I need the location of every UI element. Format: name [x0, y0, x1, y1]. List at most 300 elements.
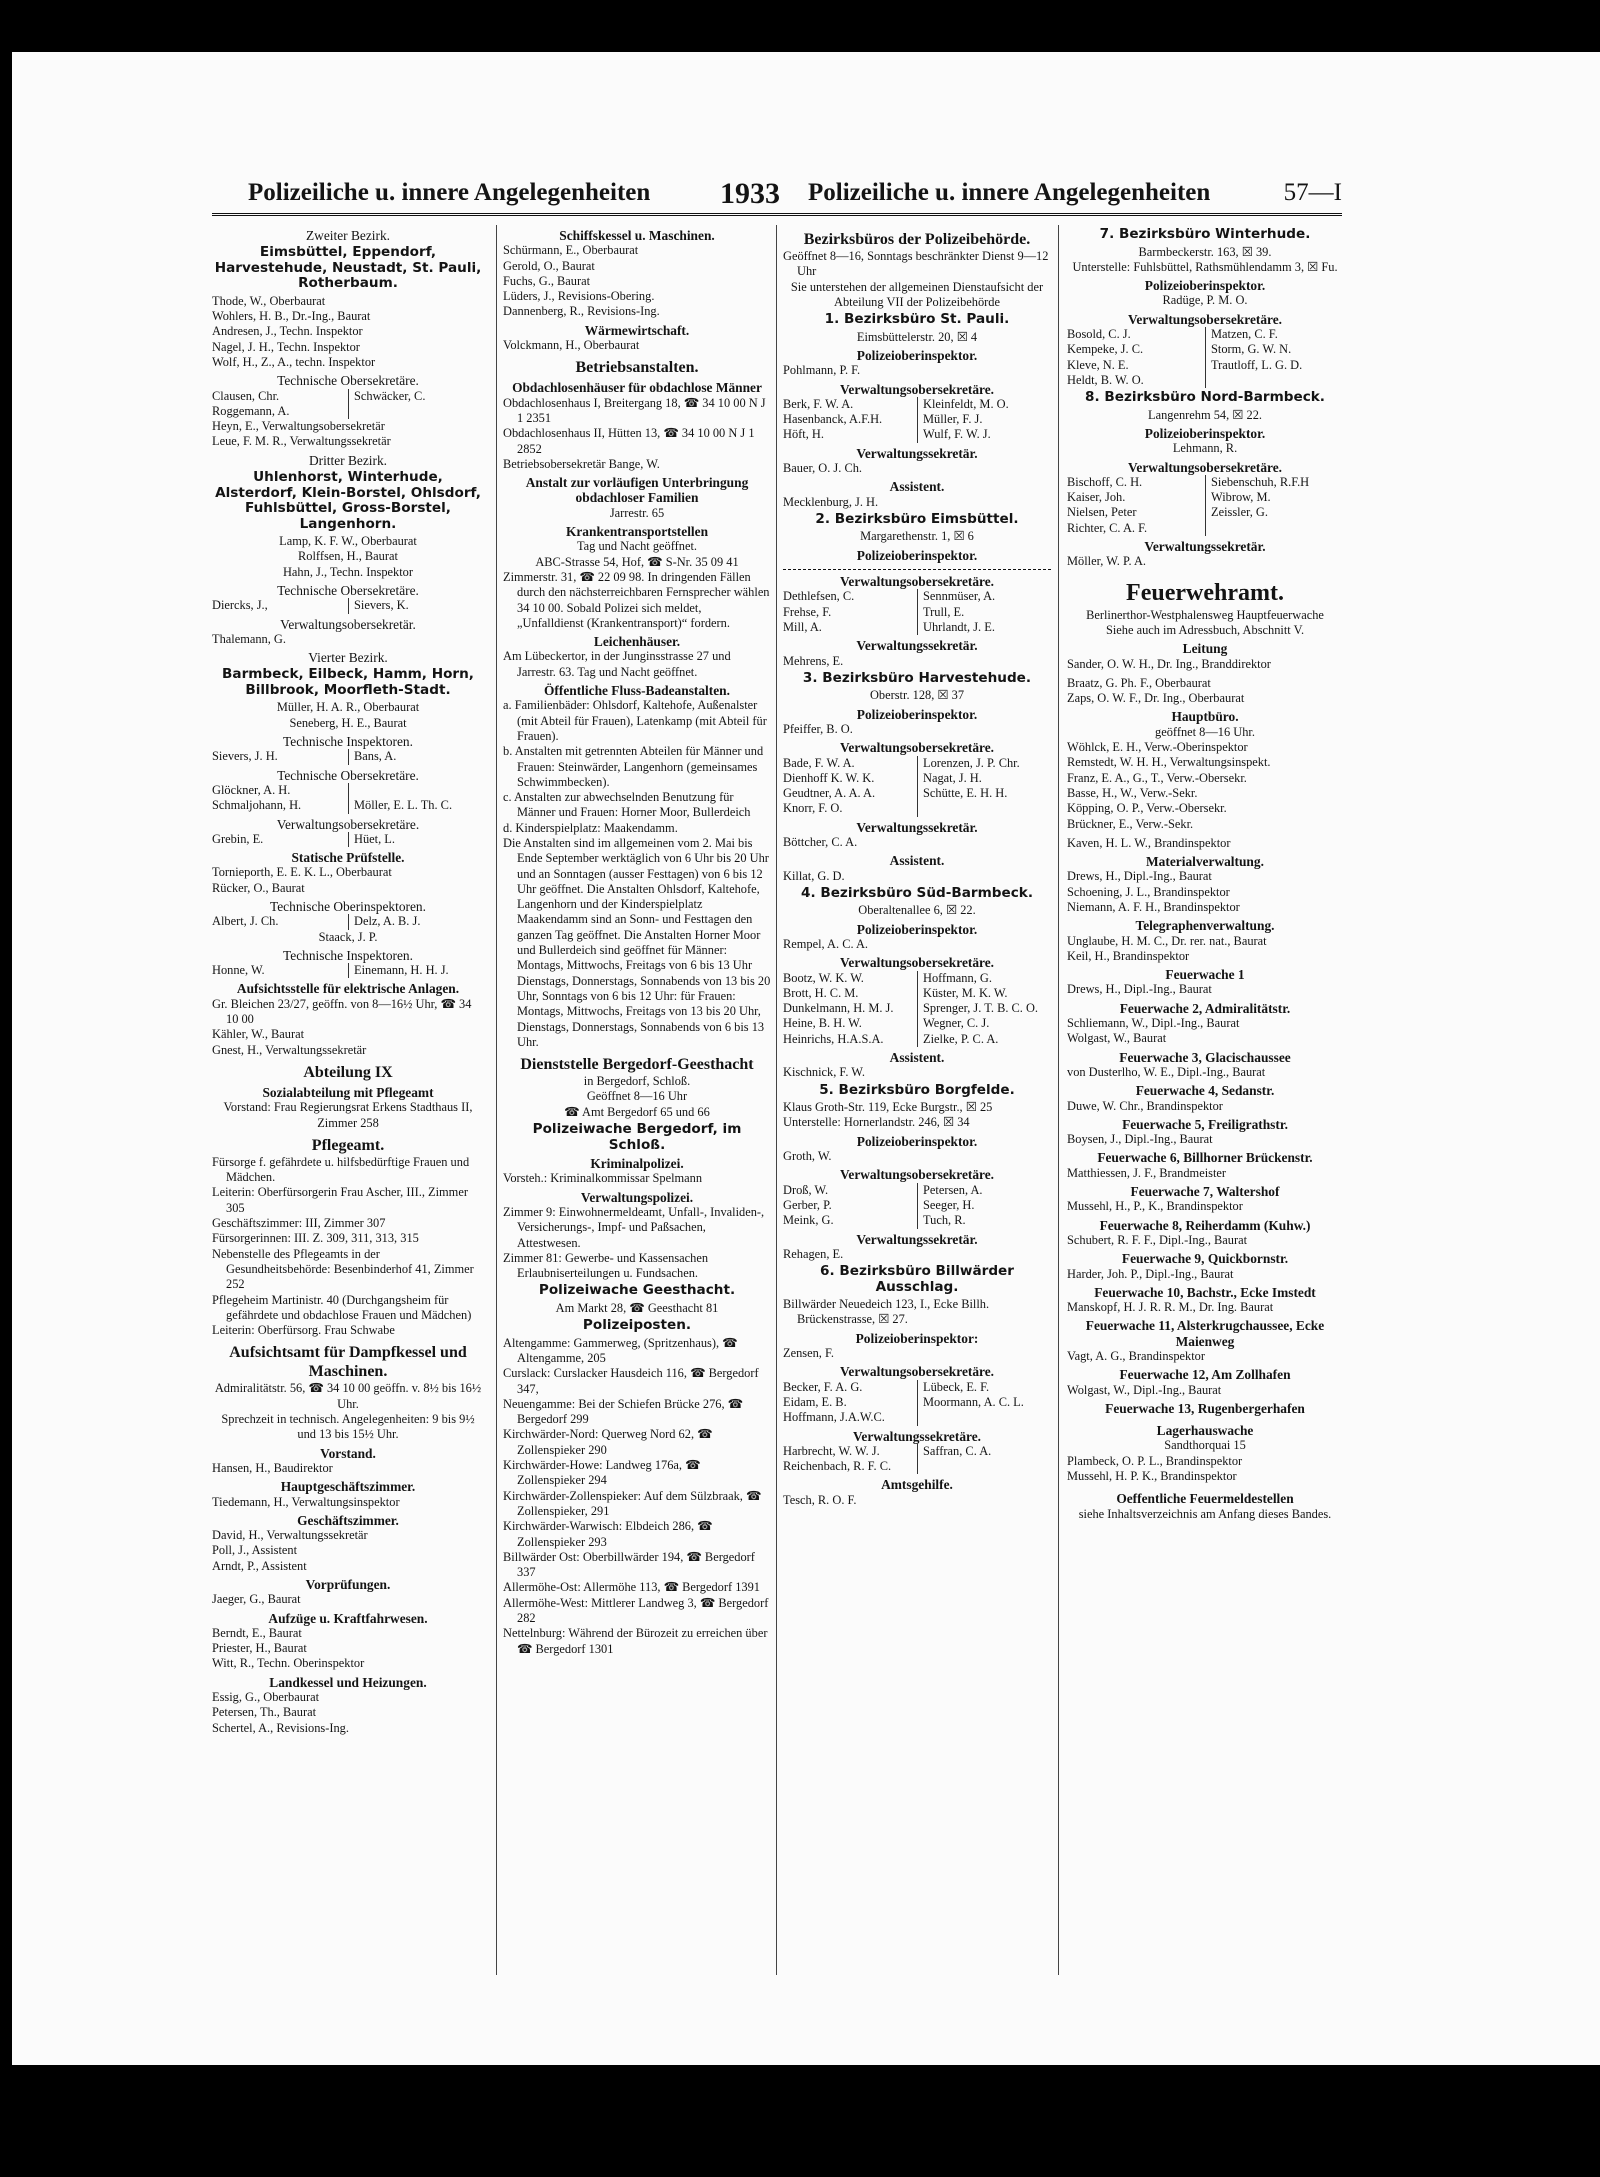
entry-right	[1205, 373, 1343, 388]
entry: a. Familienbäder: Ohlsdorf, Kaltehofe, Außenalster (mit Abteil für Frauen), Latenkamp (mit Abteil für Frauen).	[503, 698, 767, 743]
name-pair	[783, 589, 1051, 604]
entry: Thalemann, G.	[212, 631, 286, 646]
section-heading: Polizeioberinspektor.	[856, 706, 978, 722]
section-heading: Statische Prüfstelle.	[291, 850, 405, 866]
entry: Billwärder Neuedeich 123, I., Ecke Billh. Brückenstrasse, ☒ 27.	[783, 1297, 990, 1327]
entry: Allermöhe-Ost: Allermöhe 113, ☎ Bergedorf 1391	[503, 1580, 761, 1595]
entry-right: Zeissler, G.	[1205, 505, 1343, 520]
page-number: 57—I	[1283, 179, 1342, 206]
name-pair	[783, 412, 1051, 427]
name-pair	[783, 1444, 1051, 1459]
entry: Betriebsobersekretär Bange, W.	[503, 456, 660, 471]
entry-right: Schwäcker, C.	[348, 389, 484, 404]
entry-right: Moormann, A. C. L.	[917, 1395, 1051, 1410]
entry: Schliemann, W., Dipl.-Ing., Baurat	[1067, 1016, 1240, 1031]
centered-entry: Unterstelle: Fuhlsbüttel, Rathsmühlendamm 3, ☒ Fu.	[1072, 259, 1338, 274]
entry-left: Mill, A.	[783, 619, 822, 634]
entry: Hansen, H., Baudirektor	[212, 1460, 333, 1475]
entry: Berndt, E., Baurat	[212, 1625, 302, 1640]
entry-right: Küster, M. K. W.	[917, 986, 1051, 1001]
entry: b. Anstalten mit getrennten Abteilen für Männer und Frauen: Steinwärder, Langenhorn (gemeinsames Schwimmbecken).	[503, 744, 764, 789]
district-heading: Polizeiposten.	[582, 1317, 692, 1334]
section-heading: Assistent.	[889, 1050, 945, 1066]
entry-left: Heine, B. H. W.	[783, 1016, 862, 1031]
section-heading: Öffentliche Fluss-Badeanstalten.	[544, 683, 730, 699]
section-title: Bezirksbüros der Polizeibehörde.	[803, 231, 1031, 248]
entry-right: Siebenschuh, R.F.H	[1205, 475, 1343, 490]
entry-right: Petersen, A.	[917, 1183, 1051, 1198]
name-pair	[783, 427, 1051, 442]
centered-entry: Hahn, J., Techn. Inspektor	[282, 564, 413, 579]
section-heading: Krankentransportstellen	[565, 524, 709, 540]
entry: Jaeger, G., Baurat	[212, 1592, 301, 1607]
section-heading: Technische Obersekretäre.	[277, 373, 419, 389]
entry: Duwe, W. Chr., Brandinspektor	[1067, 1098, 1223, 1113]
name-pair	[212, 783, 484, 798]
section-heading: Feuerwache 2, Admiralitätstr.	[1119, 1000, 1291, 1016]
centered-entry: Sandthorquai 15	[1164, 1438, 1246, 1453]
entry: Tiedemann, H., Verwaltungsinspektor	[212, 1494, 400, 1509]
section-heading: Verwaltungssekretär.	[856, 445, 978, 461]
district-heading: 5. Bezirksbüro Borgfelde.	[819, 1081, 1015, 1098]
entry-left: Dethlefsen, C.	[783, 589, 855, 604]
name-pair	[1067, 373, 1343, 388]
scan-border-top	[0, 0, 1600, 52]
entry: Obdachlosenhaus I, Breitergang 18, ☎ 34 10 00 N J 1 2351	[503, 395, 766, 425]
entry-left: Bade, F. W. A.	[783, 755, 855, 770]
entry: Tesch, R. O. F.	[783, 1492, 857, 1507]
name-pair	[212, 598, 484, 613]
entry: Nebenstelle des Pflegeamts in der Gesundheitsbehörde: Besenbinderhof 41, Zimmer 252	[212, 1246, 474, 1292]
column-1	[212, 225, 484, 1975]
section-heading: Schiffskessel u. Maschinen.	[559, 228, 715, 243]
district-heading: 8. Bezirksbüro Nord-Barmbeck.	[1085, 389, 1325, 406]
name-pair	[783, 756, 1051, 771]
entry-right: Storm, G. W. N.	[1205, 342, 1343, 357]
entry-right: Schütte, E. H. H.	[917, 786, 1051, 801]
entry-right	[1205, 521, 1343, 536]
entry: Bauer, O. J. Ch.	[783, 461, 863, 476]
section-heading: Assistent.	[889, 853, 945, 869]
entry-right: Sennmüser, A.	[917, 589, 1051, 604]
entry-right: Bans, A.	[348, 749, 484, 764]
entry-left: Heinrichs, H.A.S.A.	[783, 1031, 884, 1046]
entry: Mehrens, E.	[783, 653, 844, 668]
section-heading: Verwaltungsobersekretäre.	[839, 381, 995, 397]
centered-entry: geöffnet 8—16 Uhr.	[1155, 724, 1255, 739]
entry: Billwärder Ost: Oberbillwärder 194, ☎ Bergedorf 337	[503, 1549, 755, 1580]
section-heading: Aufzüge u. Kraftfahrwesen.	[268, 1610, 428, 1626]
section-heading: Vorstand.	[320, 1445, 376, 1461]
name-pair	[783, 771, 1051, 786]
entry: Unglaube, H. M. C., Dr. rer. nat., Baurat	[1067, 933, 1267, 948]
entry-left: Eidam, E. B.	[783, 1394, 847, 1409]
name-pair	[1067, 505, 1343, 520]
section-heading: Verwaltungsobersekretäre.	[839, 1167, 995, 1183]
entry-left: Dienhoff K. W. K.	[783, 770, 875, 785]
entry: Pfeiffer, B. O.	[783, 721, 853, 736]
centered-entry: Langenrehm 54, ☒ 22.	[1148, 407, 1262, 422]
entry-left: Clausen, Chr.	[212, 388, 280, 403]
centered-entry: Vorstand: Frau Regierungsrat Erkens Stadthaus II, Zimmer 258	[223, 1100, 473, 1130]
entry: Schürmann, E., Oberbaurat	[503, 243, 639, 258]
entry: d. Kinderspielplatz: Maakendamm.	[503, 820, 678, 835]
entry-left: Droß, W.	[783, 1182, 829, 1197]
name-pair	[783, 1016, 1051, 1031]
section-heading: Feuerwache 6, Billhorner Brückenstr.	[1097, 1150, 1313, 1166]
entry-right: Seeger, H.	[917, 1198, 1051, 1213]
entry: Köpping, O. P., Verw.-Obersekr.	[1067, 801, 1227, 816]
entry: Leiterin: Oberfürsorgerin Frau Ascher, III., Zimmer 305	[212, 1185, 468, 1215]
entry: Pflegeheim Martinistr. 40 (Durchgangsheim für gefährdete und obdachlose Frauen und Mädchen)	[212, 1292, 472, 1322]
section-heading: Geschäftszimmer.	[297, 1512, 399, 1528]
entry-right	[348, 783, 484, 798]
section-heading: Feuerwache 5, Freiligrathstr.	[1122, 1116, 1288, 1132]
entry: Zensen, F.	[783, 1346, 834, 1361]
district-heading: 6. Bezirksbüro Billwärder Ausschlag.	[820, 1263, 1014, 1295]
section-heading: Zweiter Bezirk.	[305, 228, 391, 243]
scan-border-left	[0, 0, 12, 2177]
entry: Arndt, P., Assistent	[212, 1558, 307, 1573]
entry: Groth, W.	[783, 1149, 832, 1164]
entry: c. Anstalten zur abwechselnden Benutzung für Männer und Frauen: Horner Moor, Bullerdeich	[503, 790, 751, 820]
spacer	[1067, 1484, 1343, 1488]
section-heading: Verwaltungssekretär.	[856, 1231, 978, 1247]
section-heading: Vorprüfungen.	[305, 1576, 391, 1592]
entry-left: Honne, W.	[212, 963, 265, 978]
entry: Neuengamme: Bei der Schiefen Brücke 276, ☎ Bergedorf 299	[503, 1396, 744, 1427]
office-title: Feuerwehramt.	[1126, 579, 1284, 606]
entry-right: Delz, A. B. J.	[348, 914, 484, 929]
entry-left: Frehse, F.	[783, 604, 832, 619]
entry-right: Einemann, H. H. J.	[348, 963, 484, 978]
centered-entry: Barmbeckerstr. 163, ☒ 39.	[1138, 244, 1272, 259]
entry: Rehagen, E.	[783, 1246, 844, 1261]
entry: Rücker, O., Baurat	[212, 880, 305, 895]
entry-right: Saffran, C. A.	[917, 1444, 1051, 1459]
section-heading: Polizeioberinspektor.	[1144, 425, 1266, 441]
name-pair	[783, 786, 1051, 801]
centered-entry: Sprechzeit in technisch. Angelegenheiten: 9 bis 9½ und 13 bis 15½ Uhr.	[221, 1412, 475, 1442]
section-heading: Technische Oberinspektoren.	[270, 899, 426, 914]
year: 1933	[720, 177, 780, 210]
name-pair	[783, 986, 1051, 1001]
section-heading: Verwaltungsobersekretäre.	[839, 574, 995, 590]
entry: David, H., Verwaltungssekretär	[212, 1528, 368, 1543]
section-heading: Anstalt zur vorläufigen Unterbringung obdachloser Familien	[525, 475, 749, 506]
section-heading: Feuerwache 11, Alsterkrugchaussee, Ecke Maienweg	[1085, 1318, 1325, 1349]
entry: Nettelnburg: Während der Bürozeit zu erreichen über ☎ Bergedorf 1301	[503, 1626, 768, 1656]
section-heading: Verwaltungssekretär.	[1144, 539, 1266, 555]
entry-right: Müller, F. J.	[917, 412, 1051, 427]
name-pair	[783, 1410, 1051, 1425]
entry: Sander, O. W. H., Dr. Ing., Branddirektor	[1067, 656, 1271, 671]
entry-left: Sievers, J. H.	[212, 749, 278, 764]
entry-left: Diercks, J.,	[212, 598, 268, 613]
entry-left: Bootz, W. K. W.	[783, 970, 864, 985]
centered-entry: ABC-Strasse 54, Hof, ☎ S-Nr. 35 09 41	[535, 554, 739, 569]
name-pair	[212, 798, 484, 813]
entry: Basse, H., W., Verw.-Sekr.	[1067, 785, 1198, 800]
entry: Harder, Joh. P., Dipl.-Ing., Baurat	[1067, 1266, 1234, 1281]
section-heading: Verwaltungspolizei.	[580, 1189, 694, 1205]
column-2	[496, 225, 771, 1975]
entry: Plambeck, O. P. L., Brandinspektor	[1067, 1453, 1243, 1468]
entry: Am Lübeckertor, in der Junginsstrasse 27 und Jarrestr. 63. Tag und Nacht geöffnet.	[503, 649, 731, 679]
entry-right: Wegner, C. J.	[917, 1016, 1051, 1031]
entry: Drews, H., Dipl.-Ing., Baurat	[1067, 982, 1212, 997]
section-title: Dienststelle Bergedorf-Geesthacht	[520, 1056, 754, 1074]
centered-entry: siehe Inhaltsverzeichnis am Anfang dieses Bandes.	[1078, 1506, 1332, 1521]
entry: Kähler, W., Baurat	[212, 1027, 305, 1042]
section-heading: Feuerwache 12, Am Zollhafen	[1119, 1367, 1291, 1383]
entry: Dannenberg, R., Revisions-Ing.	[503, 304, 660, 319]
entry: Unterstelle: Hornerlandstr. 246, ☒ 34	[783, 1115, 970, 1130]
entry: Gnest, H., Verwaltungssekretär	[212, 1042, 367, 1057]
section-heading: Verwaltungsobersekretäre.	[839, 740, 995, 756]
entry-left: Bosold, C. J.	[1067, 326, 1131, 341]
entry-right: Wibrow, M.	[1205, 490, 1343, 505]
entry-right: Nagat, J. H.	[917, 771, 1051, 786]
entry: Obdachlosenhaus II, Hütten 13, ☎ 34 10 00 N J 1 2852	[503, 426, 755, 456]
entry-right: Hüet, L.	[348, 832, 484, 847]
centered-entry: Oberaltenallee 6, ☒ 22.	[858, 903, 976, 918]
entry: Möller, W. P. A.	[1067, 554, 1147, 569]
entry: Mussehl, H. P. K., Brandinspektor	[1067, 1469, 1237, 1484]
page-content	[212, 177, 1342, 1977]
entry-left: Bischoff, C. H.	[1067, 474, 1143, 489]
section-heading: Verwaltungsobersekretär.	[280, 616, 416, 632]
section-heading: Materialverwaltung.	[1146, 854, 1264, 870]
section-title: Pflegeamt.	[311, 1136, 385, 1154]
entry: Tornieporth, E. E. K. L., Oberbaurat	[212, 865, 392, 880]
entry-left: Nielsen, Peter	[1067, 505, 1137, 520]
column-4	[1058, 225, 1343, 1975]
entry: Wohlers, H. B., Dr.-Ing., Baurat	[212, 309, 371, 324]
section-heading: Technische Inspektoren.	[283, 734, 413, 750]
entry-left: Geudtner, A. A. A.	[783, 786, 876, 801]
centered-entry: Lehmann, R.	[1172, 441, 1238, 456]
name-pair	[783, 1198, 1051, 1213]
entry: Brückner, E., Verw.-Sekr.	[1067, 816, 1194, 831]
district-heading: Eimsbüttel, Eppendorf, Harvestehude, Neustadt, St. Pauli, Rotherbaum.	[214, 244, 482, 292]
entry-right: Sprenger, J. T. B. C. O.	[917, 1001, 1051, 1016]
entry: Kirchwärder-Warwisch: Elbdeich 286, ☎ Zollenspieker 293	[503, 1519, 713, 1549]
centered-entry: Lamp, K. F. W., Oberbaurat	[279, 534, 417, 549]
entry: von Dusterlho, W. E., Dipl.-Ing., Baurat	[1067, 1064, 1266, 1079]
entry-right: Sievers, K.	[348, 598, 484, 613]
entry-right: Lorenzen, J. P. Chr.	[917, 756, 1051, 771]
district-heading: 3. Bezirksbüro Harvestehude.	[802, 669, 1032, 686]
entry: Vagt, A. G., Brandinspektor	[1067, 1349, 1206, 1363]
entry-left: Hasenbanck, A.F.H.	[783, 412, 883, 427]
name-pair	[783, 801, 1051, 816]
entry-right	[917, 801, 1051, 816]
section-heading: Assistent.	[889, 479, 945, 495]
district-heading: 1. Bezirksbüro St. Pauli.	[824, 311, 1010, 328]
entry: Wolgast, W., Baurat	[1067, 1031, 1167, 1046]
entry-right: Matzen, C. F.	[1205, 327, 1343, 342]
centered-entry: Müller, H. A. R., Oberbaurat	[276, 700, 420, 715]
name-pair	[212, 963, 484, 978]
name-pair	[212, 749, 484, 764]
entry: Essig, G., Oberbaurat	[212, 1690, 320, 1705]
entry: Zimmer 9: Einwohnermeldeamt, Unfall-, Invaliden-, Versicherungs-, Impf- und Paßsachen, Attestwesen.	[503, 1204, 765, 1250]
entry: Schubert, R. F. F., Dipl.-Ing., Baurat	[1067, 1232, 1248, 1247]
entry: Petersen, Th., Baurat	[212, 1705, 317, 1720]
centered-entry: Geöffnet 8—16 Uhr	[586, 1089, 688, 1104]
centered-entry: Eimsbüttelerstr. 20, ☒ 4	[856, 329, 978, 344]
entry: Witt, R., Techn. Oberinspektor	[212, 1656, 365, 1671]
centered-entry: in Bergedorf, Schloß.	[583, 1074, 691, 1089]
section-title: Abteilung IX	[303, 1063, 393, 1081]
entry-left: Berk, F. W. A.	[783, 396, 854, 411]
name-pair	[212, 404, 484, 419]
entry: Rempel, A. C. A.	[783, 936, 869, 951]
entry: Manskopf, H. J. R. R. M., Dr. Ing. Baurat	[1067, 1300, 1274, 1315]
name-pair	[783, 1380, 1051, 1395]
entry: Wöhlck, E. H., Verw.-Oberinspektor	[1067, 740, 1248, 755]
section-heading: Polizeioberinspektor.	[1144, 278, 1266, 294]
section-heading: Sozialabteilung mit Pflegeamt	[262, 1084, 434, 1100]
section-heading: Wärmewirtschaft.	[584, 322, 690, 338]
section-title: Aufsichtsamt für Dampfkessel und Maschinen.	[229, 1344, 467, 1381]
running-title-left: Polizeiliche u. innere Angelegenheiten	[248, 179, 651, 206]
name-pair	[1067, 475, 1343, 490]
centered-entry: Am Markt 28, ☎ Geesthacht 81	[555, 1300, 719, 1315]
entry-left: Harbrecht, W. W. J.	[783, 1443, 880, 1458]
entry: Die Anstalten sind im allgemeinen vom 2. Mai bis Ende September werktäglich von 6 Uhr bis 20 Uhr und an Sonntagen (ausser Festtagen) von 6 bis 12 Uhr geöffnet. Die Anstalten Ohlsdorf, Kaltehofe, Langenhorn und der Kinderspielplatz Maakendamm sind an Sonn- und Festtagen den ganzen Tag geöffnet. Die Anstalten Horner Moor und Bullerdeich sind geöffnet für Männer: Montags, Mittwochs, Freitags von 6 bis 13 Uhr Dienstags, Donnerstags, Sonnabends von 13 bis 20 Uhr, Sonntags von 6 bis 12 Uhr: für Frauen: Montags, Mittwochs, Freitags von 13 bis 20 Uhr, Dienstags, Donnerstags, Sonnabends von 6 bis 13 Uhr.	[503, 835, 771, 1049]
entry: Volckmann, H., Oberbaurat	[503, 338, 640, 353]
entry: Kirchwärder-Zollenspieker: Auf dem Sülzbraak, ☎ Zollenspieker, 291	[503, 1488, 762, 1518]
spacer	[1067, 1416, 1343, 1420]
entry-left: Roggemann, A.	[212, 403, 290, 418]
entry: Priester, H., Baurat	[212, 1641, 307, 1656]
entry: Fuchs, G., Baurat	[503, 273, 591, 288]
entry-left: Kempeke, J. C.	[1067, 342, 1144, 357]
section-heading: Technische Obersekretäre.	[277, 582, 419, 598]
entry-right: Zielke, P. C. A.	[917, 1032, 1051, 1047]
entry: Andresen, J., Techn. Inspektor	[212, 324, 363, 339]
section-title: Betriebsanstalten.	[575, 359, 699, 377]
entry: Geschäftszimmer: III, Zimmer 307	[212, 1216, 386, 1231]
entry: Mecklenburg, J. H.	[783, 494, 879, 509]
entry-right: Trull, E.	[917, 605, 1051, 620]
centered-entry: Staack, J. P.	[318, 929, 378, 944]
centered-entry: Radüge, P. M. O.	[1162, 293, 1248, 308]
entry: Franz, E. A., G., T., Verw.-Obersekr.	[1067, 770, 1247, 785]
entry-left: Höft, H.	[783, 427, 824, 442]
entry: Vorsteh.: Kriminalkommissar Spelmann	[503, 1171, 703, 1186]
entry: Gerold, O., Baurat	[503, 258, 595, 273]
centered-entry: Admiralitätstr. 56, ☎ 34 10 00 geöffn. v. 8½ bis 16½ Uhr.	[214, 1381, 482, 1411]
centered-entry: Jarrestr. 65	[609, 505, 665, 520]
entry: Gr. Bleichen 23/27, geöffn. von 8—16½ Uhr, ☎ 34 10 00	[212, 996, 472, 1027]
column-3	[776, 225, 1051, 1975]
page-header	[212, 177, 1342, 216]
entry-left: Dunkelmann, H. M. J.	[783, 1001, 894, 1016]
section-heading: Leichenhäuser.	[593, 634, 681, 650]
name-pair	[783, 1213, 1051, 1228]
entry-left: Meink, G.	[783, 1213, 834, 1228]
district-heading: Barmbeck, Eilbeck, Hamm, Horn, Billbrook, Moorfleth-Stadt.	[222, 666, 474, 698]
section-heading: Verwaltungsobersekretäre.	[1127, 459, 1283, 475]
centered-entry: ☎ Amt Bergedorf 65 und 66	[564, 1104, 710, 1119]
name-pair	[783, 620, 1051, 635]
section-heading: Landkessel und Heizungen.	[269, 1674, 427, 1690]
entry-right: Tuch, R.	[917, 1213, 1051, 1228]
section-heading: Obdachlosenhäuser für obdachlose Männer	[512, 380, 762, 396]
section-heading: Lagerhauswache	[1156, 1423, 1254, 1439]
district-heading: Uhlenhorst, Winterhude, Alsterdorf, Klein-Borstel, Ohlsdorf, Fuhlsbüttel, Gross-Borstel, Langenhorn.	[215, 469, 481, 532]
entry-right: Trautloff, L. G. D.	[1205, 358, 1343, 373]
section-heading: Vierter Bezirk.	[308, 650, 388, 666]
entry: Schertel, A., Revisions-Ing.	[212, 1720, 349, 1735]
entry: Pohlmann, P. F.	[783, 363, 861, 378]
section-heading: Feuerwache 1	[1165, 967, 1245, 983]
entry: Poll, J., Assistent	[212, 1543, 298, 1558]
entry: Fürsorge f. gefährdete u. hilfsbedürftige Frauen und Mädchen.	[212, 1154, 470, 1185]
entry-left: Kaiser, Joh.	[1067, 490, 1126, 505]
centered-entry: Berlinerthor-Westphalensweg Hauptfeuerwache	[1086, 607, 1324, 622]
section-heading: Verwaltungssekretäre.	[852, 1428, 982, 1444]
running-title-right: Polizeiliche u. innere Angelegenheiten	[808, 179, 1211, 206]
section-heading: Telegraphenverwaltung.	[1135, 918, 1275, 934]
section-heading: Technische Inspektoren.	[283, 947, 413, 963]
entry: Boysen, J., Dipl.-Ing., Baurat	[1067, 1132, 1213, 1147]
entry-left: Schmaljohann, H.	[212, 798, 302, 813]
entry: Altengamme: Gammerweg, (Spritzenhaus), ☎ Altengamme, 205	[503, 1335, 738, 1365]
name-pair	[783, 1459, 1051, 1474]
entry: Zaps, O. W. F., Dr. Ing., Oberbaurat	[1067, 691, 1245, 706]
name-pair	[1067, 521, 1343, 536]
district-heading: Polizeiwache Geesthacht.	[538, 1282, 736, 1299]
district-heading: 7. Bezirksbüro Winterhude.	[1099, 226, 1311, 242]
entry: Niemann, A. F. H., Brandinspektor	[1067, 899, 1240, 914]
dashed-rule	[783, 569, 1051, 570]
district-heading: 2. Bezirksbüro Eimsbüttel.	[815, 510, 1019, 527]
section-heading: Verwaltungsobersekretäre.	[839, 955, 995, 971]
entry: Drews, H., Dipl.-Ing., Baurat	[1067, 869, 1212, 884]
entry: Leue, F. M. R., Verwaltungssekretär	[212, 434, 391, 449]
district-heading: Polizeiwache Bergedorf, im Schloß.	[532, 1121, 742, 1153]
entry: Remstedt, W. H. H., Verwaltungsinspekt.	[1067, 755, 1271, 770]
section-heading: Feuerwache 7, Waltershof	[1130, 1184, 1280, 1200]
district-heading: 4. Bezirksbüro Süd-Barmbeck.	[801, 884, 1033, 901]
entry-right	[917, 1459, 1051, 1474]
entry-left: Brott, H. C. M.	[783, 985, 859, 1000]
entry: Kirchwärder-Nord: Querweg Nord 62, ☎ Zollenspieker 290	[503, 1427, 713, 1457]
entry: Wolf, H., Z., A., techn. Inspektor	[212, 354, 376, 369]
section-heading: Oeffentliche Feuermeldestellen	[1116, 1491, 1294, 1507]
section-heading: Hauptbüro.	[1171, 709, 1239, 725]
section-heading: Aufsichtsstelle für elektrische Anlagen.	[236, 981, 460, 997]
name-pair	[783, 605, 1051, 620]
entry-left: Becker, F. A. G.	[783, 1379, 863, 1394]
section-heading: Kriminalpolizei.	[590, 1156, 684, 1172]
entry: Nagel, J. H., Techn. Inspektor	[212, 339, 360, 354]
name-pair	[783, 397, 1051, 412]
name-pair	[783, 1183, 1051, 1198]
section-heading: Verwaltungsobersekretäre.	[839, 1364, 995, 1380]
entry: Schoening, J. L., Brandinspektor	[1067, 884, 1230, 899]
section-heading: Polizeioberinspektor:	[855, 1330, 979, 1346]
name-pair	[1067, 490, 1343, 505]
entry: Geöffnet 8—16, Sonntags beschränkter Dienst 9—12 Uhr	[783, 249, 1049, 279]
entry-left: Glöckner, A. H.	[212, 782, 291, 797]
entry-left: Reichenbach, R. F. C.	[783, 1459, 892, 1474]
name-pair	[783, 1032, 1051, 1047]
